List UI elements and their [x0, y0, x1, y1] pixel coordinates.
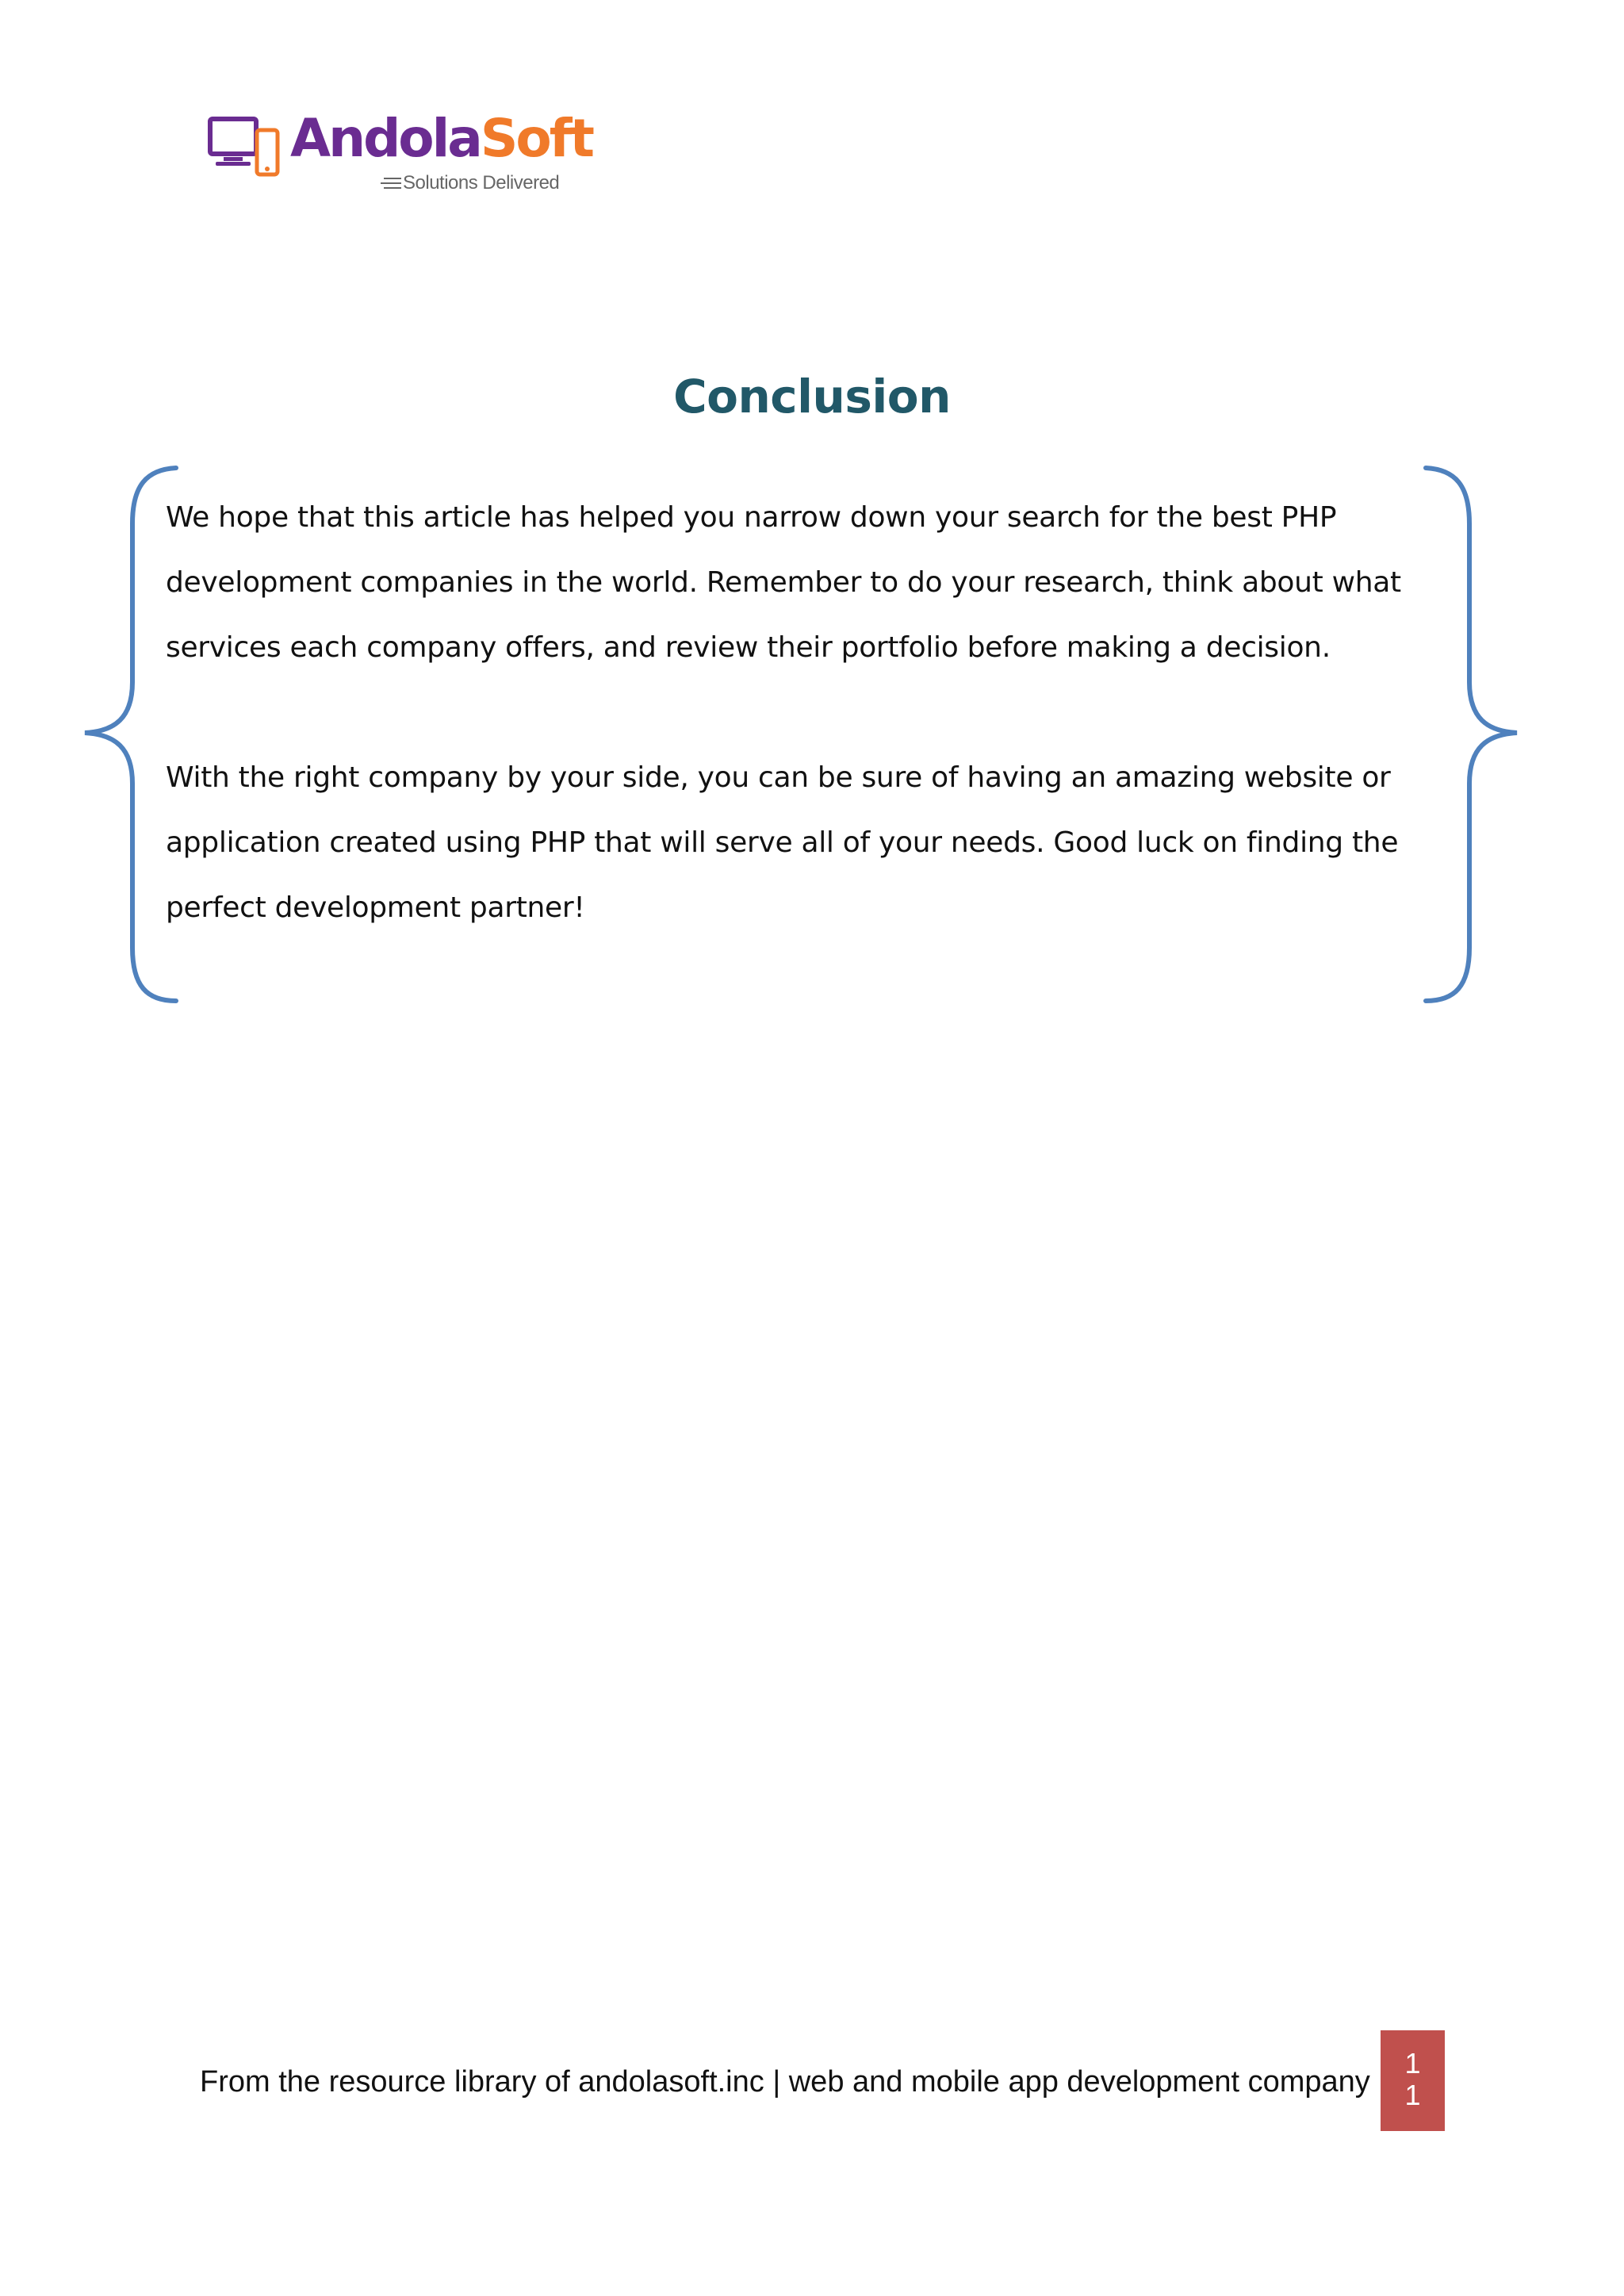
- page-number-badge: [1381, 2030, 1445, 2131]
- conclusion-body: [166, 485, 1466, 1006]
- logo-word-andola: Andola: [290, 108, 481, 169]
- paragraph-1: We hope that this article has helped you narrow down your search for the best PHP development companies in the world. Remember to do your research, think about what services each company offers, and review their portfolio before making a decision.: [166, 501, 1401, 664]
- devices-icon: [208, 113, 283, 180]
- page-title: Conclusion: [673, 370, 951, 424]
- company-logo: [208, 105, 592, 200]
- logo-tagline: [381, 171, 559, 195]
- paragraph-2: With the right company by your side, you can be sure of having an amazing website or application created using PHP that will serve all of your needs. Good luck on finding the perfect development partner!: [166, 761, 1399, 924]
- logo-tagline-text: Solutions Delivered: [403, 172, 560, 194]
- left-brace-icon: [85, 468, 176, 1001]
- footer-text: From the resource library of andolasoft.inc | web and mobile app development company: [200, 2065, 1370, 2099]
- logo-word-soft: Soft: [480, 108, 592, 169]
- logo-wordmark: [290, 105, 592, 173]
- lines-icon: [381, 176, 401, 190]
- page-number: 11: [1404, 2047, 1421, 2111]
